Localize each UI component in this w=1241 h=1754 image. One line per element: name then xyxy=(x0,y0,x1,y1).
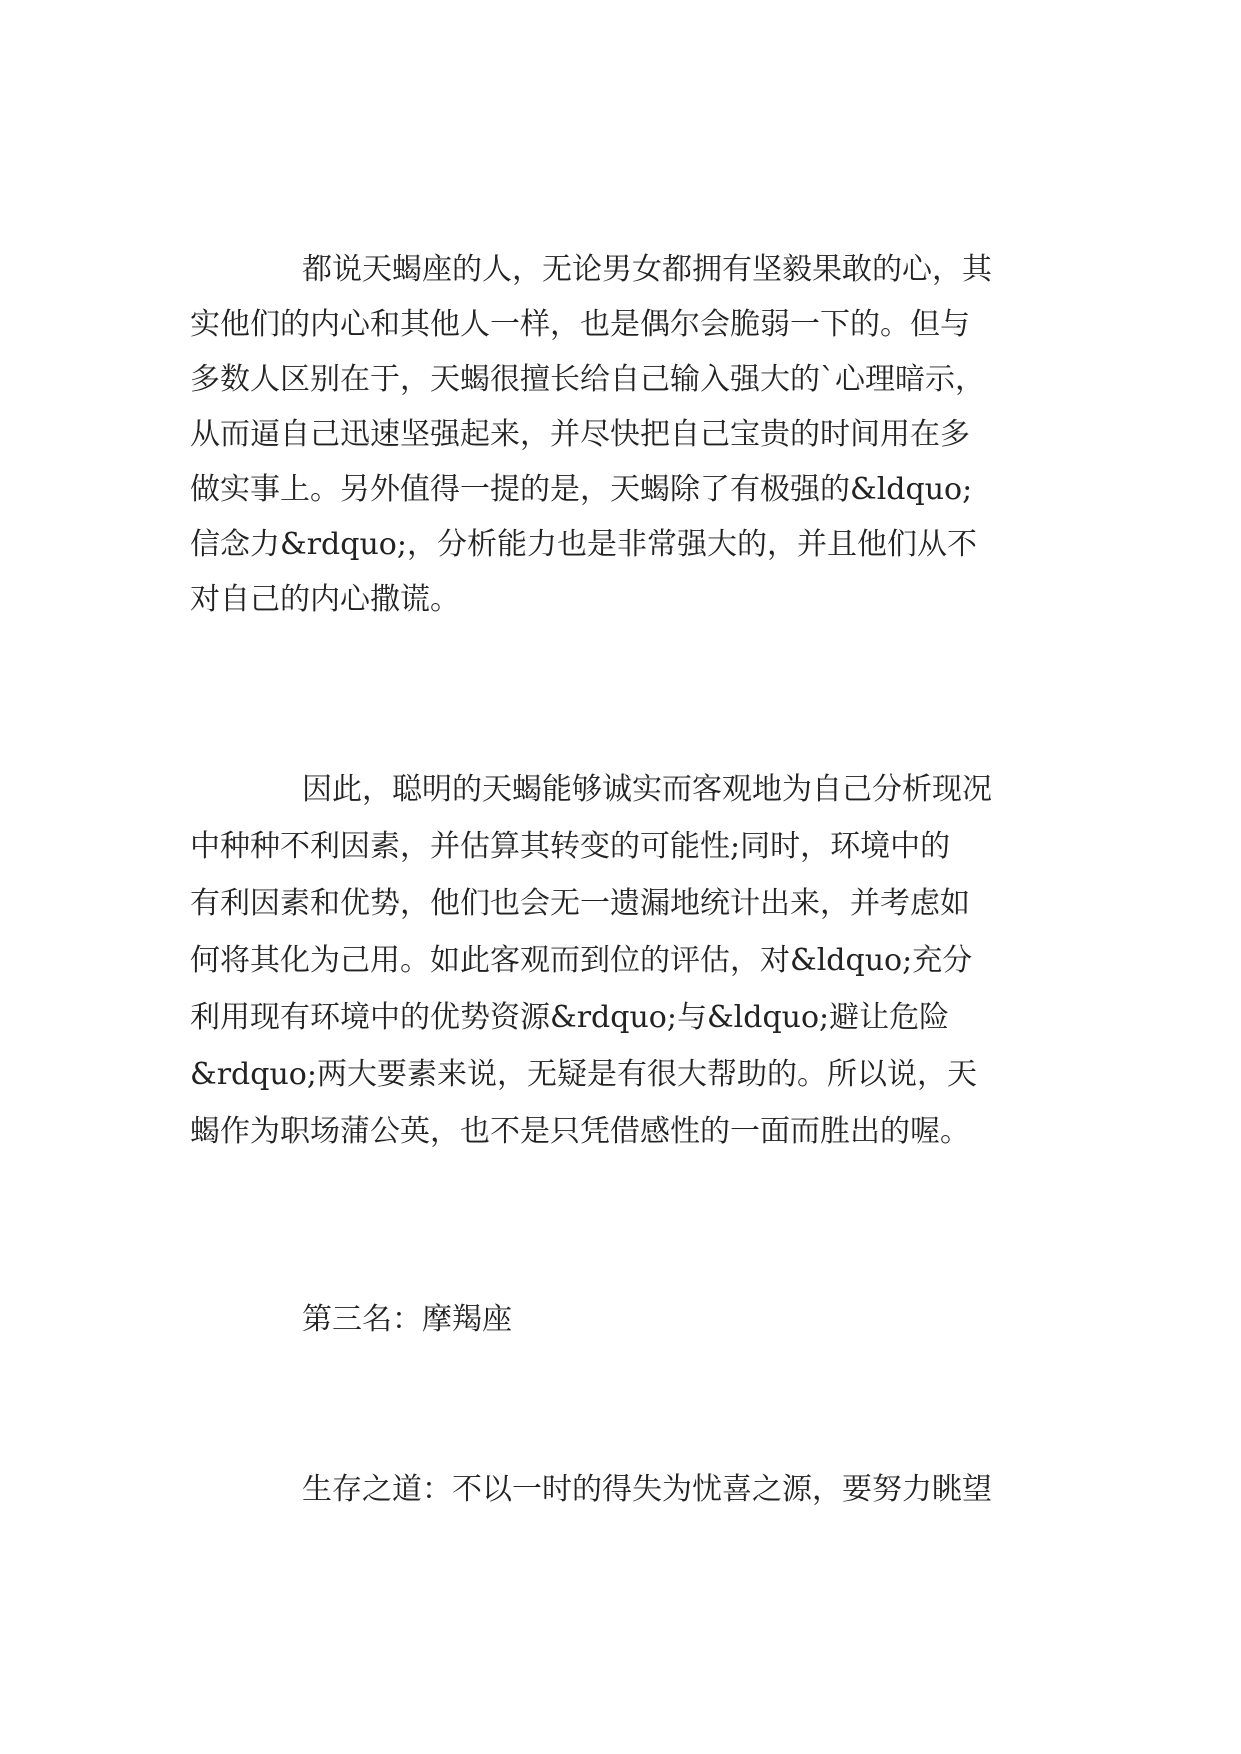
paragraph-2-line-2: 中种种不利因素，并估算其转变的可能性;同时，环境中的 xyxy=(190,829,951,864)
paragraph-2-line-5: 利用现有环境中的优势资源&rdquo;与&ldquo;避让危险 xyxy=(190,1000,950,1035)
paragraph-1-line-6: 信念力&rdquo;，分析能力也是非常强大的，并且他们从不 xyxy=(190,527,977,562)
paragraph-1-line-7: 对自己的内心撒谎。 xyxy=(190,582,460,617)
paragraph-1-line-3: 多数人区别在于，天蝎很擅长给自己输入强大的`心理暗示， xyxy=(190,362,985,397)
paragraph-2-line-7: 蝎作为职场蒲公英，也不是只凭借感性的一面而胜出的喔。 xyxy=(190,1114,970,1149)
paragraph-2-line-6: &rdquo;两大要素来说，无疑是有很大帮助的。所以说，天 xyxy=(190,1057,977,1092)
paragraph-2-line-3: 有利因素和优势，他们也会无一遗漏地统计出来，并考虑如 xyxy=(190,886,970,921)
paragraph-2-line-4: 何将其化为己用。如此客观而到位的评估，对&ldquo;充分 xyxy=(190,943,973,978)
paragraph-1-line-5: 做实事上。另外值得一提的是，天蝎除了有极强的&ldquo; xyxy=(190,472,973,507)
paragraph-2-line-1: 因此，聪明的天蝎能够诚实而客观地为自己分析现况 xyxy=(302,772,992,807)
paragraph-3-line-1: 生存之道：不以一时的得失为忧喜之源，要努力眺望 xyxy=(302,1472,992,1507)
paragraph-1-line-4: 从而逼自己迅速坚强起来，并尽快把自己宝贵的时间用在多 xyxy=(190,417,970,452)
paragraph-1-line-2: 实他们的内心和其他人一样，也是偶尔会脆弱一下的。但与 xyxy=(190,307,970,342)
paragraph-1-line-1: 都说天蝎座的人，无论男女都拥有坚毅果敢的心，其 xyxy=(302,252,992,287)
section-heading: 第三名：摩羯座 xyxy=(302,1302,512,1337)
